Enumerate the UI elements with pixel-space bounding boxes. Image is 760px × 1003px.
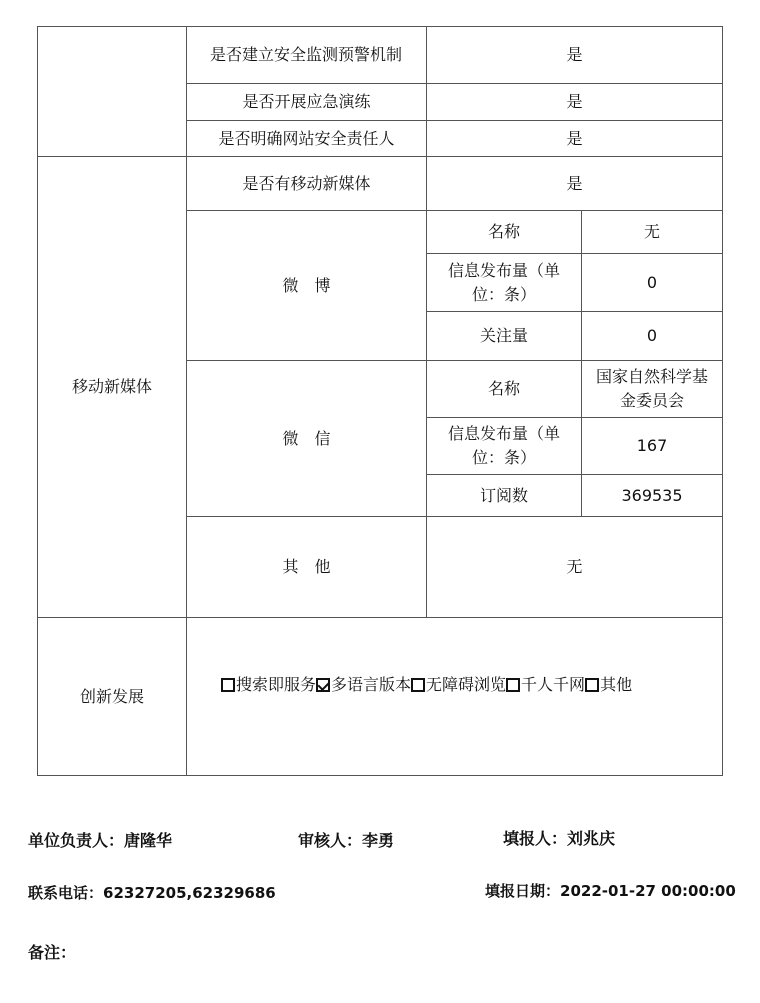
innovation-options	[221, 672, 632, 698]
drill-value: 是	[566, 92, 583, 111]
filler-value: 刘兆庆	[567, 829, 616, 848]
option-label-other: 其他	[600, 675, 633, 694]
responsible-value: 是	[566, 128, 583, 148]
contact-phone	[28, 882, 276, 903]
wechat-name-value: 国家自然科学基金委员会	[595, 367, 708, 410]
reviewer	[298, 828, 394, 851]
remark	[28, 940, 76, 963]
option-checkbox-accessibility[interactable]	[411, 678, 425, 692]
weibo-follow-label: 关注量	[479, 326, 528, 345]
monitoring-value: 是	[566, 45, 583, 64]
weibo-follow-value: 0	[646, 326, 658, 345]
option-label-accessibility: 无障碍浏览	[426, 675, 507, 694]
drill-label: 是否开展应急演练	[242, 92, 371, 111]
wechat-posts-label: 信息发布量（单位：条）	[447, 424, 560, 467]
filler	[503, 826, 615, 849]
wechat-name-label: 名称	[487, 379, 520, 398]
date-value: 2022-01-27 00:00:00	[560, 882, 736, 900]
other-value: 无	[566, 557, 583, 576]
other-label: 其 他	[282, 557, 331, 576]
remark-label: 备注：	[28, 943, 77, 962]
monitoring-label: 是否建立安全监测预警机制	[209, 45, 402, 64]
unit-head-label: 单位负责人：	[28, 831, 125, 850]
mobile-section-label: 移动新媒体	[71, 377, 152, 396]
option-checkbox-personalized[interactable]	[506, 678, 520, 692]
option-checkbox-other[interactable]	[585, 678, 599, 692]
weibo-posts-value: 0	[646, 272, 658, 292]
responsible-label: 是否明确网站安全责任人	[218, 128, 395, 148]
wechat-subs-label: 订阅数	[479, 485, 528, 505]
innovation-section-label: 创新发展	[79, 686, 144, 706]
weibo-posts-label: 信息发布量（单位：条）	[447, 260, 560, 304]
weibo-name-value: 无	[643, 222, 660, 241]
option-checkbox-search[interactable]	[221, 678, 235, 692]
phone-value: 62327205,62329686	[103, 884, 276, 902]
unit-head	[28, 828, 172, 851]
wechat-subs-value: 369535	[621, 485, 683, 505]
has-mobile-value: 是	[566, 173, 583, 193]
phone-label: 联系电话：	[28, 884, 104, 902]
unit-head-value: 唐隆华	[124, 831, 173, 850]
option-label-multilang: 多语言版本	[331, 675, 412, 694]
fill-date	[485, 880, 736, 901]
date-label: 填报日期：	[485, 882, 561, 900]
weibo-label: 微 博	[282, 275, 331, 295]
option-label-personalized: 千人千网	[521, 675, 586, 694]
wechat-posts-value: 167	[636, 436, 668, 455]
reviewer-value: 李勇	[362, 831, 395, 850]
weibo-name-label: 名称	[487, 222, 520, 241]
filler-label: 填报人：	[503, 829, 568, 848]
reviewer-label: 审核人：	[298, 831, 363, 850]
has-mobile-label: 是否有移动新媒体	[242, 173, 371, 193]
option-label-search: 搜索即服务	[236, 675, 317, 694]
wechat-label: 微 信	[282, 428, 331, 448]
option-checkbox-multilang[interactable]	[316, 678, 330, 692]
